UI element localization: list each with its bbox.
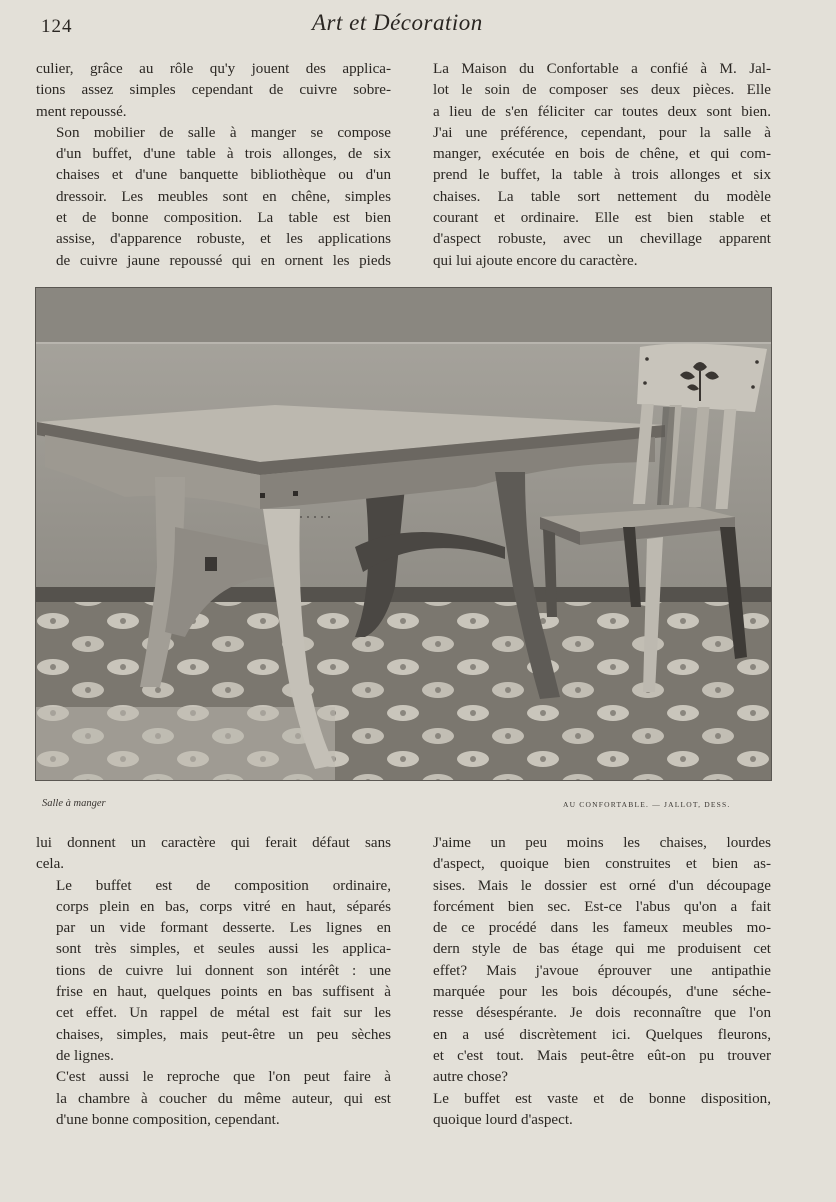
running-title: Art et Décoration: [312, 10, 483, 35]
text-line: chaises, simples, mais peut-être un peu sèches: [56, 1026, 391, 1043]
text-line: sises. Mais le dossier est orné d'un découpage: [433, 877, 771, 894]
text-line: courant et ordinaire. Elle est bien stable et: [433, 210, 771, 227]
text-line: chaises et d'une banquette bibliothèque ou d'un: [56, 167, 391, 184]
text-line: lot le soin de composer ses deux pièces. Elle: [433, 82, 771, 99]
text-line: prend le buffet, la table à trois allonges et six: [433, 167, 771, 184]
paragraph: [413, 59, 771, 272]
text-line: C'est aussi le reproche que l'on peut faire à: [56, 1069, 391, 1086]
text-line: quoique lourd d'aspect.: [433, 1111, 573, 1128]
text-line: de cuivre jaune repoussé qui en ornent les pieds: [56, 252, 391, 269]
text-line: d'aspect robuste, avec un chevillage apparent: [433, 231, 771, 248]
paragraph: [36, 876, 391, 1068]
figure-caption-title: Salle à manger: [42, 798, 106, 809]
text-line: tions assez simples cependant de cuivre sobre-: [36, 82, 391, 99]
text-line: frise en haut, quelques points en bas suffisent à: [56, 984, 391, 1001]
wall-upper-band: [35, 287, 772, 343]
text-line: J'aime un peu moins les chaises, lourdes: [433, 835, 771, 851]
text-line: dressoir. Les meubles sont en chêne, simples: [56, 188, 391, 205]
text-line: Le buffet est de composition ordinaire,: [56, 877, 391, 894]
text-line: qui lui ajoute encore du caractère.: [433, 252, 638, 269]
text-line: culier, grâce au rôle qu'y jouent des applica-: [36, 61, 391, 77]
text-line: autre chose?: [433, 1069, 509, 1086]
text-line: J'ai une préférence, cependant, pour la salle à: [433, 124, 771, 141]
text-line: a lieu de s'en féliciter car toutes deux sont bien.: [433, 103, 771, 120]
text-line: d'une bonne composition, cependant.: [56, 1111, 280, 1128]
text-column-bottom-right: [413, 833, 771, 1131]
text-line: ment repoussé.: [36, 103, 127, 120]
text-line: marquée pour les bois découpés, d'une séche-: [433, 984, 771, 1001]
figure-caption-credit: AU CONFORTABLE. — JALLOT, DESS.: [563, 800, 731, 809]
text-line: effet? Mais j'avoue éprouver une antipathie: [433, 962, 771, 979]
text-line: en a usé discrètement ici. Quelques fleurons,: [433, 1026, 771, 1043]
text-line: et c'est tout. Mais peut-être eût-on pu trouver: [433, 1047, 771, 1064]
page-number: 124: [41, 16, 73, 37]
text-line: tions de cuivre lui donnent son intérêt : une: [56, 962, 391, 979]
text-line: resse désespérante. Je dois reconnaître que l'on: [433, 1005, 771, 1022]
text-line: par un vide formant desserte. Les lignes en: [56, 920, 391, 937]
text-column-bottom-left: [36, 833, 391, 1131]
text-line: d'aspect, quoique bien construites et bien as-: [433, 856, 771, 873]
text-line: de lignes.: [56, 1047, 114, 1064]
text-line: manger, exécutée en bois de chêne, et qui com-: [433, 146, 771, 163]
paragraph: [413, 1089, 771, 1132]
paragraph: [36, 123, 391, 272]
paragraph: [413, 833, 771, 1089]
text-line: Le buffet est vaste et de bonne disposition,: [433, 1090, 771, 1107]
paragraph: [36, 59, 391, 123]
text-line: forcément bien sec. Est-ce l'abus qu'on a fait: [433, 898, 771, 915]
chair-backrest: [637, 343, 767, 412]
text-line: sont très simples, et seules aussi les applica-: [56, 941, 391, 958]
text-line: cet effet. Un rappel de métal est fait sur les: [56, 1005, 391, 1022]
text-line: et de bonne composition. La table est bien: [56, 210, 391, 227]
text-line: corps plein en bas, corps vitré en haut, séparés: [56, 898, 391, 915]
text-column-top-left: [36, 59, 391, 272]
text-line: lui donnent un caractère qui ferait défaut sans: [36, 835, 391, 851]
text-line: d'un buffet, d'une table à trois allonges, de six: [56, 146, 391, 163]
text-line: La Maison du Confortable a confié à M. Jal-: [433, 61, 771, 77]
dining-room-photograph: [35, 287, 772, 781]
text-line: dern style de bas étage qui me produisent cet: [433, 941, 771, 958]
text-line: de ce procédé dans les fameux meubles mo-: [433, 920, 771, 937]
text-line: chaises. La table sort nettement du modèle: [433, 188, 771, 205]
text-line: la chambre à coucher du même auteur, qui est: [56, 1090, 391, 1107]
text-column-top-right: [413, 59, 771, 272]
text-line: Son mobilier de salle à manger se compose: [56, 124, 391, 141]
text-line: assise, d'apparence robuste, et les applications: [56, 231, 391, 248]
paragraph: [36, 833, 391, 876]
paragraph: [36, 1067, 391, 1131]
text-line: cela.: [36, 856, 65, 873]
